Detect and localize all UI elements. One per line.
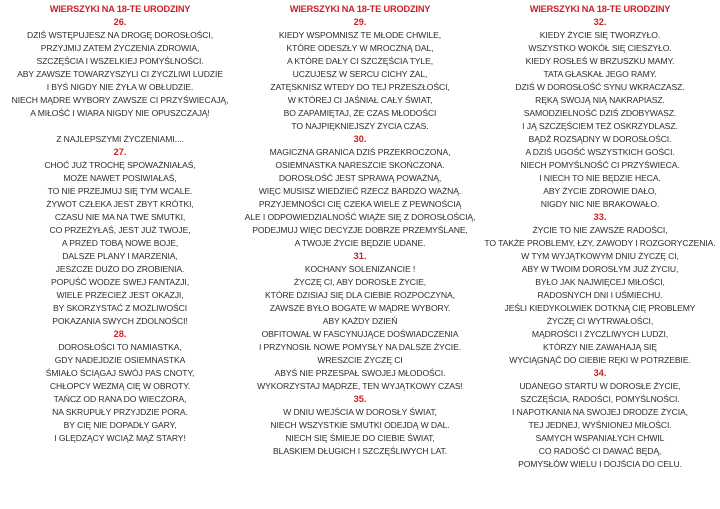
- poem-line: PRZYJEMNOŚCI CIĘ CZEKA WIELE Z PEWNOŚCIĄ: [258, 199, 462, 209]
- poem-line: CO RADOŚĆ CI DAWAĆ BĘDĄ,: [538, 446, 662, 456]
- poem-block: [244, 133, 476, 250]
- poem-line: NIGDY NIC NIE BRAKOWAŁO.: [540, 199, 660, 209]
- poem-line: W TYM WYJĄTKOWYM DNIU ŻYCZĘ CI,: [521, 251, 679, 261]
- poem-block: [484, 16, 716, 211]
- poem-number: 30.: [353, 134, 367, 144]
- poem-line: CHŁOPCY WEZMĄ CIĘ W OBROTY.: [49, 381, 191, 391]
- poem-line: BO ZAPAMIĘTAJ, ŻE CZAS MŁODOŚCI: [283, 108, 437, 118]
- poem-line: PRZYJMIJ ZATEM ŻYCZENIA ZDROWIA,: [40, 43, 200, 53]
- poem-line: DZIŚ WSTĘPUJESZ NA DROGĘ DOROSŁOŚCI,: [27, 30, 213, 40]
- poem-number: 29.: [353, 17, 367, 27]
- poem-line: TATA GŁASKAŁ JEGO RAMY.: [543, 69, 657, 79]
- poem-line: NIECH SIĘ ŚMIEJE DO CIEBIE ŚWIAT,: [285, 433, 435, 443]
- poem-line: WIĘC MUSISZ WIEDZIEĆ RZECZ BARDZO WAŻNĄ.: [258, 186, 462, 196]
- poem-line: CHOĆ JUŻ TROCHĘ SPOWAŻNIAŁAŚ,: [44, 160, 196, 170]
- poem-line: OSIEMNASTKA NARESZCIE SKOŃCZONA.: [275, 160, 445, 170]
- poem-line: BYŁO JAK NAJWIĘCEJ MIŁOŚCI,: [535, 277, 665, 287]
- poem-line: KIEDY ŻYCIE SIĘ TWORZYŁO.: [539, 30, 661, 40]
- poem-line: SAMYCH WSPANIAŁYCH CHWIL: [535, 433, 665, 443]
- poem-column: [0, 0, 240, 445]
- poem-line: KOCHANY SOLENIZANCIE !: [304, 264, 416, 274]
- poem-line: ALE I ODPOWIEDZIALNOŚĆ WIĄŻE SIĘ Z DOROSŁOŚCIĄ,: [244, 212, 476, 222]
- poem-block: [484, 367, 716, 471]
- poem-line: NA SKRUPUŁY PRZYJDZIE PORA.: [52, 407, 188, 417]
- poem-line: ZATĘSKNISZ WTEDY DO TEJ PRZESZŁOŚCI,: [270, 82, 450, 92]
- poem-line: ABYŚ NIE PRZESPAŁ SWOJEJ MŁODOŚCI.: [274, 368, 446, 378]
- poem-line: PODEJMUJ WIĘC DECYZJE DOBRZE PRZEMYŚLANE,: [252, 225, 468, 235]
- poem-block: [4, 328, 236, 445]
- poem-line: MAGICZNA GRANICA DZIŚ PRZEKROCZONA,: [269, 147, 451, 157]
- poem-block: [244, 16, 476, 133]
- poem-line: MĄDROŚCI I ŻYCZLIWYCH LUDZI,: [531, 329, 669, 339]
- poem-closing-line: Z NAJLEPSZYMI ŻYCZENIAMI....: [56, 134, 184, 144]
- poem-number: 28.: [113, 329, 127, 339]
- poem-line: SZCZĘŚCIA, RADOŚCI, POMYŚLNOŚCI.: [520, 394, 680, 404]
- poem-line: UDANEGO STARTU W DOROSŁE ŻYCIE,: [519, 381, 681, 391]
- poem-line: W KTÓREJ CI JAŚNIAŁ CAŁY ŚWIAT,: [287, 95, 433, 105]
- poem-line: WYKORZYSTAJ MĄDRZE, TEN WYJĄTKOWY CZAS!: [257, 381, 463, 391]
- poem-line: BY CIĘ NIE DOPADŁY GARY,: [63, 420, 177, 430]
- poem-spacer: [4, 120, 236, 133]
- poem-line: ABY KAŻDY DZIEŃ: [322, 316, 398, 326]
- poem-line: KTÓRZY NIE ZAWAHAJĄ SIĘ: [543, 342, 657, 352]
- poem-line: KIEDY WSPOMNISZ TE MŁODE CHWILE,: [278, 30, 442, 40]
- poem-line: KTÓRE ODESZŁY W MROCZNĄ DAL,: [286, 43, 434, 53]
- poem-line: GDY NADEJDZIE OSIEMNASTKA: [54, 355, 186, 365]
- poem-line: I GLĘDZĄCY WCIĄŻ MĄŻ STARY!: [54, 433, 186, 443]
- poem-line: JEŚLI KIEDYKOLWIEK DOTKNĄ CIĘ PROBLEMY: [504, 303, 696, 313]
- poem-number: 35.: [353, 394, 367, 404]
- poem-line: A KTÓRE DAŁY CI SZCZĘŚCIA TYLE,: [286, 56, 434, 66]
- poem-line: ABY ŻYCIE ZDROWIE DAŁO,: [543, 186, 657, 196]
- poem-line: ABY W TWOIM DOROSŁYM JUŻ ŻYCIU,: [521, 264, 679, 274]
- poem-block: [244, 393, 476, 458]
- poem-line: BĄDŹ ROZSĄDNY W DOROSŁOŚCI.: [528, 134, 672, 144]
- poem-line: WIELE PRZECIEŻ JEST OKAZJI,: [56, 290, 184, 300]
- poem-line: TAŃCZ OD RANA DO WIECZORA,: [53, 394, 187, 404]
- poem-block: [4, 146, 236, 328]
- column-header: WIERSZYKI NA 18-TE URODZINY: [529, 4, 671, 14]
- column-header: WIERSZYKI NA 18-TE URODZINY: [289, 4, 431, 14]
- poem-line: RADOSNYCH DNI I UŚMIECHU.: [537, 290, 663, 300]
- poem-line: ŻYCZĘ CI WYTRWAŁOŚCI,: [546, 316, 654, 326]
- poem-line: OBFITOWAŁ W FASCYNUJĄCE DOŚWIADCZENIA: [261, 329, 459, 339]
- poem-line: ZAWSZE BYŁO BOGATE W MĄDRE WYBORY.: [269, 303, 451, 313]
- poem-line: WYCIĄGNĄĆ DO CIEBIE RĘKI W POTRZEBIE.: [509, 355, 691, 365]
- poem-line: NIECH WSZYSTKIE SMUTKI ODEJDĄ W DAL.: [270, 420, 450, 430]
- poem-line: A DZIŚ UGOŚĆ WSZYSTKICH GOŚCI.: [525, 147, 675, 157]
- poem-line: DOROSŁOŚCI TO NAMIASTKA,: [58, 342, 182, 352]
- poem-line: WRESZCIE ŻYCZĘ CI: [317, 355, 403, 365]
- poem-line: ŚMIAŁO ŚCIĄGAJ SWÓJ PAS CNOTY,: [45, 368, 195, 378]
- poem-line: BLASKIEM DŁUGICH I SZCZĘŚLIWYCH LAT.: [273, 446, 447, 456]
- poem-line: POMYSŁÓW WIELU I DOJŚCIA DO CELU.: [518, 459, 682, 469]
- poem-line: TO TAKŻE PROBLEMY, ŁZY, ZAWODY I ROZGORYCZENIA.: [484, 238, 716, 248]
- poem-line: CZASU NIE MA NA TWE SMUTKI,: [54, 212, 186, 222]
- poem-number: 32.: [593, 17, 607, 27]
- poem-block: [484, 211, 716, 367]
- poem-line: I JĄ SZCZĘŚCIEM TEŻ OSKRZYDLASZ.: [522, 121, 678, 131]
- poem-line: A PRZED TOBĄ NOWE BOJE,: [61, 238, 179, 248]
- poem-line: ABY ZAWSZE TOWARZYSZYLI CI ŻYCZLIWI LUDZIE: [17, 69, 223, 79]
- poem-line: UCZUJESZ W SERCU CICHY ŻAL,: [292, 69, 428, 79]
- poem-line: MOŻE NAWET POSIWIAŁAŚ,: [63, 173, 177, 183]
- poem-line: TO NIE PRZEJMUJ SIĘ TYM WCALE.: [47, 186, 193, 196]
- poem-line: TO NAJPIĘKNIEJSZY ŻYCIA CZAS.: [291, 121, 429, 131]
- poem-line: JESZCZE DUŻO DO ZROBIENIA.: [55, 264, 185, 274]
- poem-line: BY SKORZYSTAĆ Z MOŻLIWOŚCI: [52, 303, 188, 313]
- poem-line: RĘKĄ SWOJĄ NIĄ NAKRAPIASZ.: [535, 95, 665, 105]
- poem-block: [4, 16, 236, 146]
- poem-line: W DNIU WEJŚCIA W DOROSŁY ŚWIAT,: [283, 407, 437, 417]
- poem-number: 34.: [593, 368, 607, 378]
- column-header: WIERSZYKI NA 18-TE URODZINY: [49, 4, 191, 14]
- poem-line: KIEDY ROSŁEŚ W BRZUSZKU MAMY.: [525, 56, 675, 66]
- poem-line: SAMODZIELNOŚĆ DZIŚ ZDOBYWASZ.: [523, 108, 677, 118]
- poem-line: I NAPOTKANIA NA SWOJEJ DRODZE ŻYCIA,: [512, 407, 688, 417]
- poem-number: 26.: [113, 17, 127, 27]
- poem-number: 33.: [593, 212, 607, 222]
- poem-line: DALSZE PLANY I MARZENIA,: [62, 251, 178, 261]
- poem-line: I NIECH TO NIE BĘDZIE HECA.: [539, 173, 661, 183]
- poem-line: POPUŚĆ WODZE SWEJ FANTAZJI,: [51, 277, 189, 287]
- poem-line: TEJ JEDNEJ, WYŚNIONEJ MIŁOŚCI.: [528, 420, 672, 430]
- poem-line: NIECH POMYŚLNOŚĆ CI PRZYŚWIECA.: [520, 160, 680, 170]
- poem-line: POKAZANIA SWYCH ZDOLNOŚCI!: [52, 316, 188, 326]
- poem-line: DZIŚ W DOROSŁOŚĆ SYNU WKRACZASZ.: [515, 82, 685, 92]
- poem-line: ŻYWOT CZŁEKA JEST ZBYT KRÓTKI,: [46, 199, 194, 209]
- poem-line: KTÓRE DZISIAJ SIĘ DLA CIEBIE ROZPOCZYNA,: [265, 290, 455, 300]
- poem-line: WSZYSTKO WOKÓŁ SIĘ CIESZYŁO.: [528, 43, 672, 53]
- poem-line: DOROSŁOŚĆ JEST SPRAWĄ POWAŻNĄ,: [278, 173, 442, 183]
- poem-line: ŻYCIE TO NIE ZAWSZE RADOŚCI,: [532, 225, 668, 235]
- poem-line: ŻYCZĘ CI, ABY DOROSŁE ŻYCIE,: [293, 277, 427, 287]
- poem-line: CO PRZEŻYŁAŚ, JEST JUŻ TWOJE,: [49, 225, 191, 235]
- poem-column: [480, 0, 720, 471]
- poem-line: I PRZYNOSIŁ NOWE POMYSŁY NA DALSZE ŻYCIE.: [258, 342, 462, 352]
- poem-line: NIECH MĄDRE WYBORY ZAWSZE CI PRZYŚWIECAJĄ,: [11, 95, 229, 105]
- poem-column: [240, 0, 480, 458]
- poem-line: I BYŚ NIGDY NIE ŻYŁA W OBŁUDZIE.: [46, 82, 194, 92]
- poem-number: 27.: [113, 147, 127, 157]
- poem-line: SZCZĘŚCIA I WSZELKIEJ POMYŚLNOŚCI.: [36, 56, 204, 66]
- poem-block: [244, 250, 476, 393]
- poem-line: A MIŁOŚĆ I WIARA NIGDY NIE OPUSZCZAJĄ!: [30, 108, 210, 118]
- poem-number: 31.: [353, 251, 367, 261]
- poem-line: A TWOJE ŻYCIE BĘDZIE UDANE.: [294, 238, 426, 248]
